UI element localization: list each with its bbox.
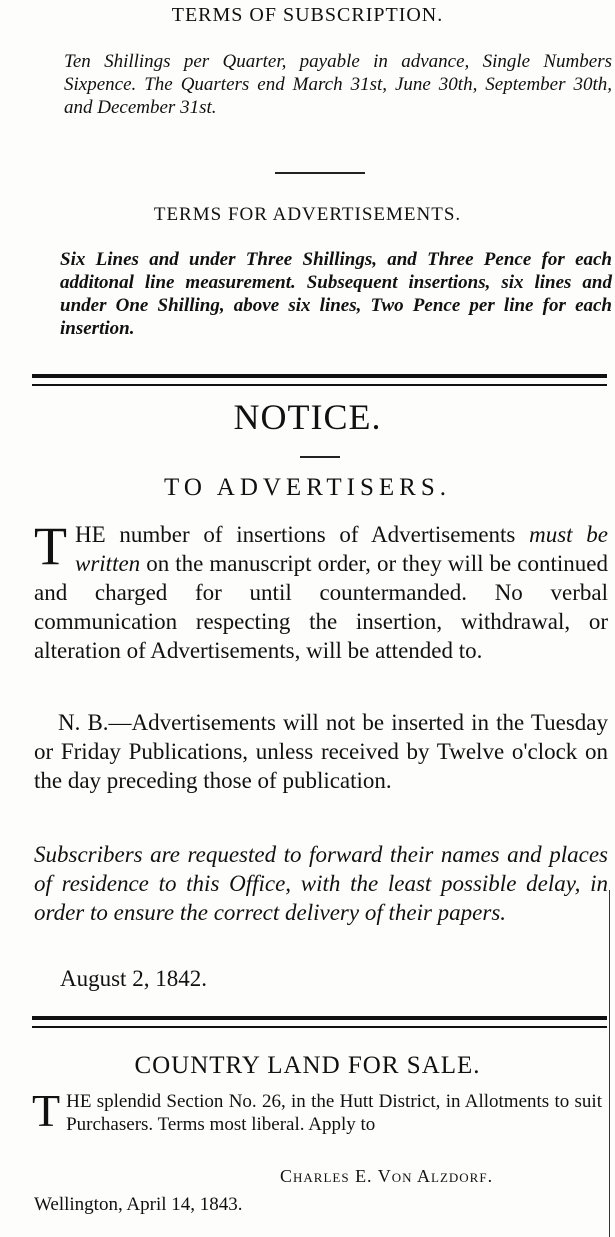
section-rule [32, 374, 607, 386]
drop-cap: T [34, 516, 67, 576]
place-date: Wellington, April 14, 1843. [34, 1194, 243, 1215]
drop-cap: T [32, 1085, 61, 1136]
subscription-text: Ten Shillings per Quarter, payable in advance, Single Numbers Sixpence. The Quarters end March 31st, June 30th, September 30th, and December 31st. [64, 51, 612, 118]
notice-title: NOTICE. [233, 397, 382, 437]
advertisements-heading: TERMS FOR ADVERTISEMENTS. [153, 204, 462, 225]
divider [300, 456, 340, 458]
advertiser-signature: Charles E. Von Alzdorf. [280, 1166, 494, 1186]
advertisements-text: Six Lines and under Three Shillings, and Three Pence for each additonal line measurement. Subsequent insertions, six lines and under One Shilling, above six lines, Two Pence per line for each insertion. [60, 249, 612, 339]
section-rule [32, 1016, 607, 1028]
divider [275, 172, 365, 174]
subscription-heading: TERMS OF SUBSCRIPTION. [171, 4, 444, 26]
notice-date: August 2, 1842. [60, 966, 207, 991]
land-paragraph: THE splendid Section No. 26, in the Hutt District, in Allotments to suit Purchasers. Terms most liberal. Apply to [32, 1085, 602, 1136]
notice-paragraph: THE number of insertions of Advertisements must be written on the manuscript order, or they will be continued and charged for until countermanded. No verbal communication respecting the insertion, withdrawal, or alteration of Advertisements, will be attended to. [34, 516, 608, 663]
column-rule [609, 890, 610, 1237]
notice-subtitle: TO ADVERTISERS. [164, 474, 451, 501]
subscribers-paragraph: Subscribers are requested to forward their names and places of residence to this Office, with the least possible delay, in order to ensure the correct delivery of their papers. [34, 842, 608, 925]
notice-nb-paragraph: N. B.—Advertisements will not be inserted in the Tuesday or Friday Publications, unless received by Twelve o'clock on the day preceding those of publication. [34, 710, 608, 793]
land-title: COUNTRY LAND FOR SALE. [134, 1052, 481, 1079]
